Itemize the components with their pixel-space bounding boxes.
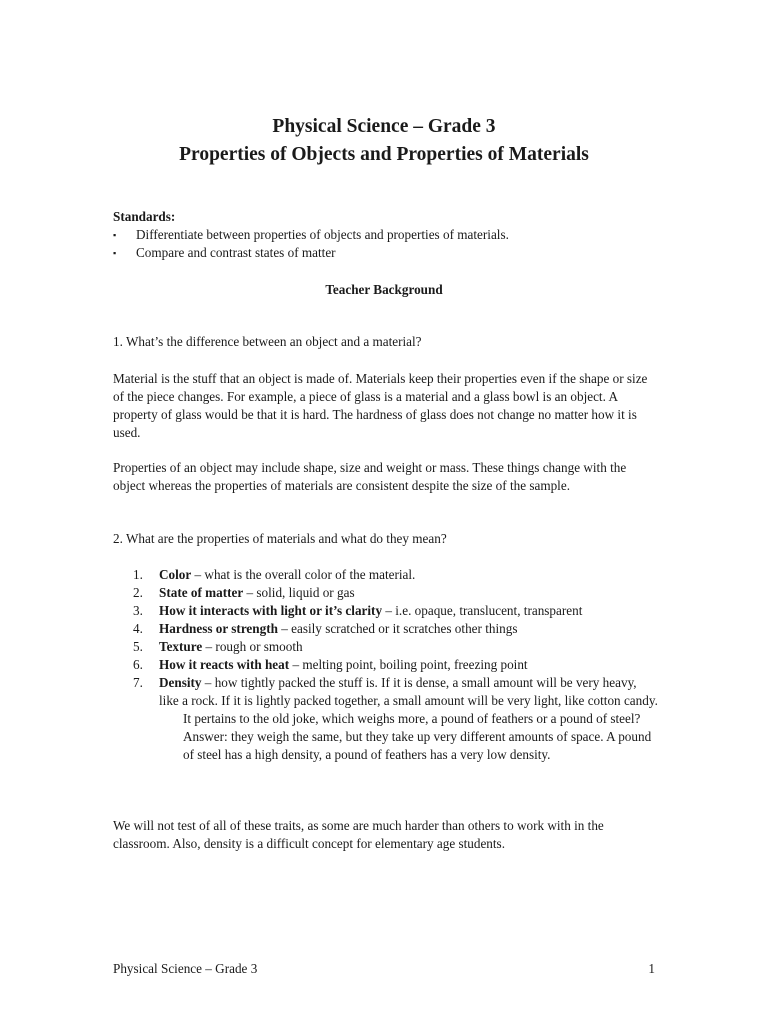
density-note: It pertains to the old joke, which weighs more, a pound of feathers or a pound of steel? Answer: they weigh the same, but they take up very different amounts of space. A pound of steel has a high density, a pound of feathers has a very low density.: [183, 711, 652, 762]
property-number: 7.: [133, 675, 143, 690]
property-description: – solid, liquid or gas: [243, 585, 355, 600]
properties-list: [133, 566, 658, 764]
property-number: 3.: [133, 603, 143, 618]
property-item: [133, 566, 658, 584]
property-description: – melting point, boiling point, freezing point: [289, 657, 528, 672]
property-description: – easily scratched or it scratches other things: [277, 621, 518, 636]
paragraph-object-vs-material: Material is the stuff that an object is made of. Materials keep their properties even if the shape or size of the piece changes. For example, a piece of glass is a material and a glass bowl is an object. A property of glass would be that it is hard. The hardness of glass does not change no matter how it is used.: [113, 371, 648, 440]
property-term: Density: [159, 675, 202, 690]
standards-item-text: Compare and contrast states of matter: [136, 245, 336, 260]
standards-item-text: Differentiate between properties of objects and properties of materials.: [136, 227, 509, 242]
property-description: – what is the overall color of the material.: [191, 567, 416, 582]
property-item: [133, 638, 658, 656]
property-item: [133, 602, 658, 620]
standards-item: [113, 226, 673, 244]
property-number: 4.: [133, 621, 143, 636]
square-bullet-icon: ▪: [113, 230, 117, 240]
question-2: 2. What are the properties of materials and what do they mean?: [113, 531, 447, 546]
property-description: – rough or smooth: [202, 639, 303, 654]
paragraph-object-properties: Properties of an object may include shape, size and weight or mass. These things change with the object whereas the properties of materials are consistent despite the size of the sample.: [113, 460, 627, 493]
closing-paragraph: We will not test of all of these traits, as some are much harder than others to work with in the classroom. Also, density is a difficult concept for elementary age students.: [113, 818, 604, 851]
title-line-1: Physical Science – Grade 3: [272, 116, 496, 137]
standards-list: [113, 226, 673, 262]
property-item: [133, 584, 658, 602]
property-number: 6.: [133, 657, 143, 672]
property-item: [133, 656, 658, 674]
standards-heading: Standards:: [113, 209, 176, 224]
property-description: – i.e. opaque, translucent, transparent: [382, 603, 583, 618]
property-term: Hardness or strength: [159, 621, 278, 636]
property-item: [133, 620, 658, 638]
property-term: Texture: [159, 639, 203, 654]
standards-section: [113, 208, 673, 262]
document-title: [0, 113, 768, 169]
page-number: 1: [648, 961, 655, 976]
property-number: 1.: [133, 567, 143, 582]
title-line-2: Properties of Objects and Properties of Materials: [179, 144, 589, 165]
footer-title: Physical Science – Grade 3: [113, 961, 258, 976]
property-term: State of matter: [159, 585, 244, 600]
question-1: 1. What’s the difference between an object and a material?: [113, 334, 422, 349]
property-item-density: [133, 674, 658, 764]
property-term: How it reacts with heat: [159, 657, 290, 672]
property-term: How it interacts with light or it’s clarity: [159, 603, 383, 618]
property-number: 5.: [133, 639, 143, 654]
teacher-background-heading: Teacher Background: [325, 282, 443, 297]
standards-item: [113, 244, 673, 262]
square-bullet-icon: ▪: [113, 248, 117, 258]
property-term: Color: [159, 567, 192, 582]
property-number: 2.: [133, 585, 143, 600]
property-description: – how tightly packed the stuff is. If it is dense, a small amount will be very heavy, like a rock. If it is lightly packed together, a small amount will be very light, like cotton candy.: [159, 675, 658, 708]
